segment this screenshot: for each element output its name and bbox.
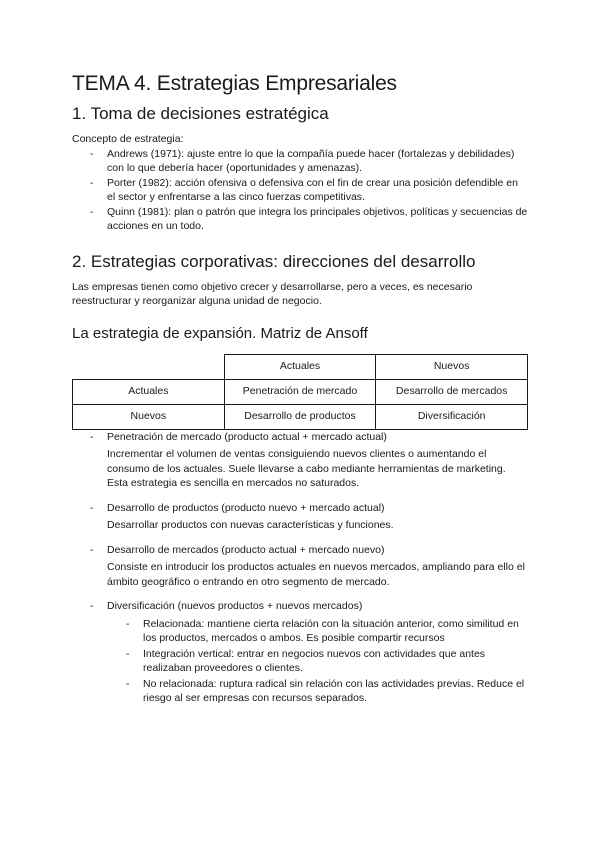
- section-1-heading: 1. Toma de decisiones estratégica: [72, 104, 329, 123]
- list-item: - Quinn (1981): plan o patrón que integra los principales objetivos, políticas y secuencias de acciones en un todo.: [72, 205, 528, 234]
- list-item: [72, 543, 528, 590]
- list-item: - Porter (1982): acción ofensiva o defensiva con el fin de crear una posición defendible en el sector y enfrentarse a las cinco fuerzas competitivas.: [72, 176, 528, 205]
- list-item: [72, 599, 528, 706]
- strategy-title: - Desarrollo de mercados (producto actual + mercado nuevo): [107, 543, 385, 556]
- sub-list-item: - Relacionada: mantiene cierta relación con la situación anterior, como similitud en los productos, mercados o ambos. Es posible compartir recursos: [107, 617, 528, 646]
- table-row: [73, 379, 528, 404]
- table-row: [73, 404, 528, 429]
- strategy-description: Incrementar el volumen de ventas consiguiendo nuevos clientes o aumentando el consumo de los actuales. Suele llevarse a cabo mediante herramientas de marketing. Esta estrategia es sencilla en mercados no saturados.: [107, 448, 506, 489]
- table-cell: Diversificación: [376, 404, 528, 429]
- section-1-intro: Concepto de estrategia:: [72, 133, 184, 145]
- table-row-label: Nuevos: [73, 404, 225, 429]
- table-cell: Penetración de mercado: [224, 379, 376, 404]
- strategy-title: - Penetración de mercado (producto actual + mercado actual): [107, 430, 387, 443]
- section-2-heading: 2. Estrategias corporativas: direcciones del desarrollo: [72, 251, 476, 271]
- page-title: TEMA 4. Estrategias Empresariales: [72, 72, 397, 95]
- strategy-description: Desarrollar productos con nuevas características y funciones.: [107, 519, 394, 531]
- list-item: [72, 430, 528, 491]
- ansoff-subheading: La estrategia de expansión. Matriz de Ansoff: [72, 324, 368, 342]
- table-header-cell: Nuevos: [376, 354, 528, 379]
- table-cell: Desarrollo de mercados: [376, 379, 528, 404]
- diversification-sublist: [107, 617, 528, 706]
- table-header-cell: Actuales: [224, 354, 376, 379]
- strategy-list: [72, 430, 528, 706]
- strategy-title: - Diversificación (nuevos productos + nuevos mercados): [107, 600, 363, 612]
- sub-list-item: - Integración vertical: entrar en negocios nuevos con actividades que antes realizaban proveedores o clientes.: [107, 647, 528, 676]
- ansoff-matrix-table: [72, 354, 528, 430]
- table-corner-cell: [73, 354, 225, 379]
- document-page: [72, 72, 528, 716]
- strategy-description: Consiste en introducir los productos actuales en nuevos mercados, ampliando para ello el ámbito geográfico o entrando en otro segmento de mercado.: [107, 561, 525, 588]
- list-item: - Andrews (1971): ajuste entre lo que la compañía puede hacer (fortalezas y debilidades) con lo que debería hacer (oportunidades y amenazas).: [72, 147, 528, 176]
- table-header-row: [73, 354, 528, 379]
- table-cell: Desarrollo de productos: [224, 404, 376, 429]
- section-2-intro: Las empresas tienen como objetivo crecer y desarrollarse, pero a veces, es necesario reestructurar y reorganizar alguna unidad de negocio.: [72, 280, 473, 307]
- strategy-concept-list: [72, 147, 528, 234]
- sub-list-item: - No relacionada: ruptura radical sin relación con las actividades previas. Reduce el riesgo al ser empresas con recursos separados.: [107, 677, 528, 706]
- strategy-title: - Desarrollo de productos (producto nuevo + mercado actual): [107, 501, 385, 514]
- table-row-label: Actuales: [73, 379, 225, 404]
- list-item: [72, 501, 528, 533]
